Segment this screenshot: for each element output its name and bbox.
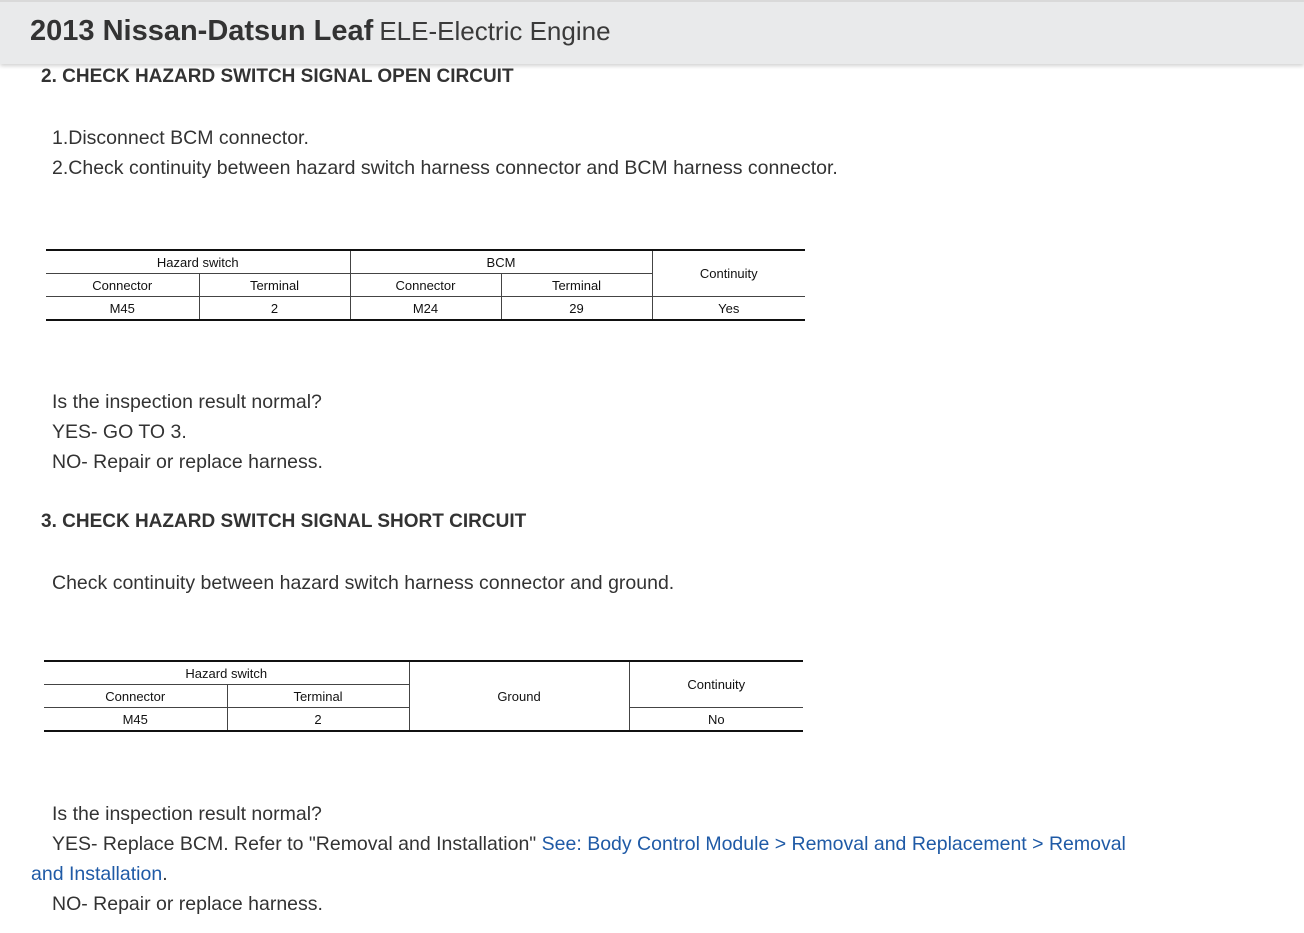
removal-installation-link-continued[interactable]: and Installation	[31, 863, 163, 885]
table-header-connector: Connector	[350, 274, 501, 297]
step-3-yes	[52, 829, 1126, 859]
table-header-ground: Ground	[409, 661, 629, 731]
table-cell: 2	[199, 297, 350, 321]
table-header-connector: Connector	[44, 685, 227, 708]
page-header	[0, 0, 1304, 64]
step-2-instruction-1: 1.Disconnect BCM connector.	[52, 127, 309, 149]
step-2-no: NO- Repair or replace harness.	[52, 451, 323, 473]
step-3-question: Is the inspection result normal?	[52, 803, 322, 825]
table-header-terminal: Terminal	[501, 274, 652, 297]
step-3-heading: 3. CHECK HAZARD SWITCH SIGNAL SHORT CIRCUIT	[41, 511, 527, 532]
step-2-question: Is the inspection result normal?	[52, 391, 322, 413]
page-title	[30, 15, 611, 48]
table-group-header: BCM	[350, 250, 652, 274]
table-header-terminal: Terminal	[199, 274, 350, 297]
short-circuit-table	[44, 660, 803, 732]
step-3-no: NO- Repair or replace harness.	[52, 893, 323, 915]
step-3-instruction: Check continuity between hazard switch harness connector and ground.	[52, 572, 675, 594]
removal-installation-link[interactable]: See: Body Control Module > Removal and Replacement > Removal	[541, 833, 1126, 855]
step-2-instruction-2: 2.Check continuity between hazard switch harness connector and BCM harness connector.	[52, 157, 838, 179]
period: .	[162, 863, 168, 885]
table-header-continuity: Continuity	[629, 661, 803, 708]
table-group-header: Hazard switch	[44, 661, 409, 685]
table-cell: 2	[227, 708, 409, 732]
table-header-connector: Connector	[46, 274, 199, 297]
table-group-header: Hazard switch	[46, 250, 350, 274]
step-3-yes-text: YES- Replace BCM. Refer to "Removal and Installation"	[52, 833, 537, 855]
table-cell: 29	[501, 297, 652, 321]
table-cell: M24	[350, 297, 501, 321]
step-2-yes: YES- GO TO 3.	[52, 421, 187, 443]
table-cell: M45	[46, 297, 199, 321]
table-header-continuity: Continuity	[652, 250, 805, 297]
step-2-heading: 2. CHECK HAZARD SWITCH SIGNAL OPEN CIRCUIT	[41, 66, 514, 87]
table-header-terminal: Terminal	[227, 685, 409, 708]
table-cell: No	[629, 708, 803, 732]
open-circuit-table	[46, 249, 805, 321]
table-cell: M45	[44, 708, 227, 732]
vehicle-model: 2013 Nissan-Datsun Leaf	[30, 15, 374, 47]
step-3-yes-continued	[31, 859, 168, 889]
table-cell: Yes	[652, 297, 805, 321]
section-name: ELE-Electric Engine	[379, 16, 611, 46]
